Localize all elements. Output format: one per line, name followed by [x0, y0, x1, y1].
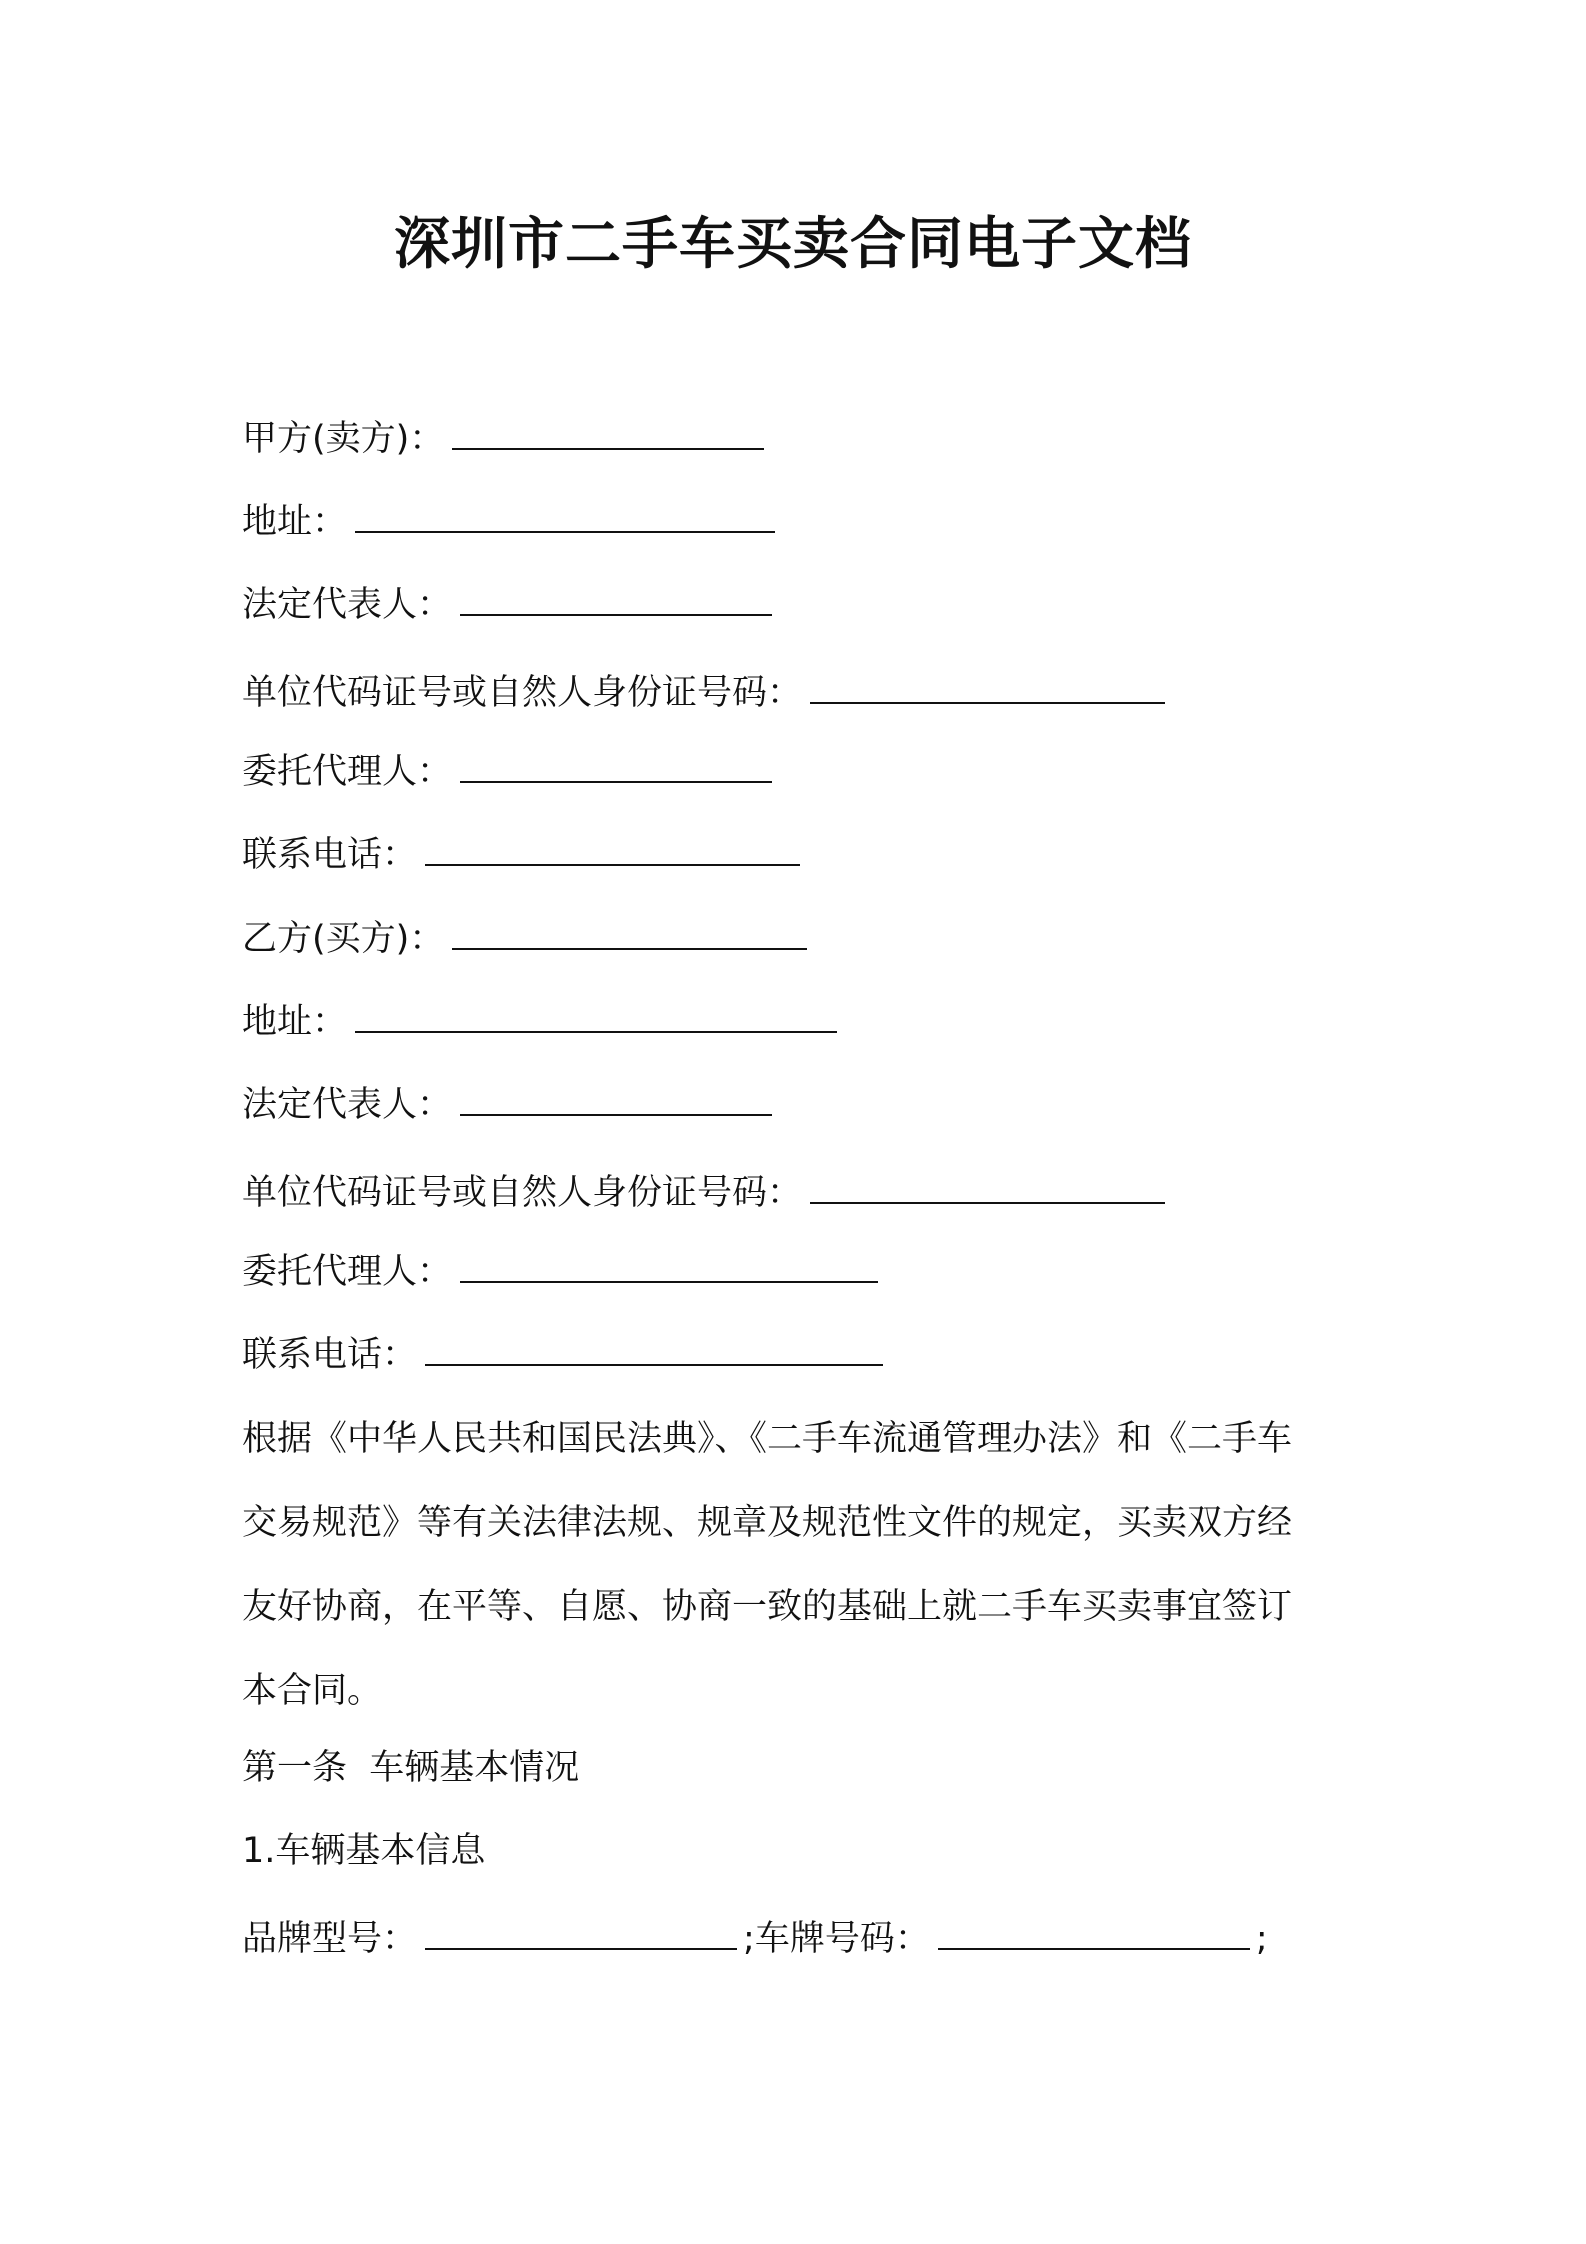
party-a-seller-label: 甲方(卖方)： — [242, 419, 445, 459]
party-b-legal-rep-blank[interactable] — [460, 1076, 772, 1116]
party-a-id-row — [242, 664, 1165, 718]
party-b-address-blank[interactable] — [355, 993, 837, 1033]
party-b-id-label: 单位代码证号或自然人身份证号码： — [242, 1173, 803, 1213]
preamble-line: 友好协商，在平等、自愿、协商一致的基础上就二手车买卖事宜签订 — [242, 1587, 1293, 1627]
preamble-line: 本合同。 — [242, 1671, 383, 1711]
party-a-address-blank[interactable] — [355, 493, 775, 533]
party-a-agent-blank[interactable] — [460, 743, 772, 783]
separator: ; — [743, 1919, 755, 1959]
party-b-legal-rep-row — [242, 1076, 772, 1130]
preamble-line: 交易规范》等有关法律法规、规章及规范性文件的规定，买卖双方经 — [242, 1503, 1293, 1543]
party-a-agent-row — [242, 743, 772, 797]
party-b-legal-rep-label: 法定代表人： — [242, 1085, 453, 1125]
party-b-phone-blank[interactable] — [425, 1326, 883, 1366]
party-b-buyer-blank[interactable] — [452, 910, 807, 950]
plate-number-blank[interactable] — [938, 1910, 1250, 1950]
party-a-phone-row — [242, 826, 800, 880]
party-a-id-blank[interactable] — [810, 664, 1165, 704]
party-b-address-label: 地址： — [242, 1002, 348, 1042]
party-b-phone-label: 联系电话： — [242, 1335, 418, 1375]
line-end: ; — [1255, 1919, 1268, 1959]
party-a-phone-label: 联系电话： — [242, 835, 418, 875]
party-a-address-label: 地址： — [242, 502, 348, 542]
vehicle-info-row — [242, 1910, 1268, 1964]
party-b-buyer-label: 乙方(买方)： — [242, 919, 445, 959]
party-a-seller-blank[interactable] — [452, 410, 764, 450]
party-a-legal-rep-label: 法定代表人： — [242, 585, 453, 625]
brand-model-label: 品牌型号： — [242, 1919, 418, 1959]
party-a-legal-rep-row — [242, 576, 772, 630]
party-a-legal-rep-blank[interactable] — [460, 576, 772, 616]
plate-number-label: 车牌号码： — [754, 1919, 930, 1959]
preamble-paragraph — [242, 1397, 1362, 1733]
article-1-heading: 第一条 车辆基本情况 — [242, 1748, 580, 1788]
party-a-id-label: 单位代码证号或自然人身份证号码： — [242, 673, 803, 713]
preamble-line: 根据《中华人民共和国民法典》、《二手车流通管理办法》和《二手车 — [242, 1419, 1293, 1459]
party-b-buyer-row — [242, 910, 807, 964]
party-a-agent-label: 委托代理人： — [242, 752, 453, 792]
document-title: 深圳市二手车买卖合同电子文档 — [394, 212, 1192, 277]
party-a-address-row — [242, 493, 775, 547]
party-b-agent-blank[interactable] — [460, 1243, 878, 1283]
party-b-id-row — [242, 1164, 1165, 1218]
article-1-sub-1: 1.车辆基本信息 — [242, 1831, 486, 1871]
party-a-phone-blank[interactable] — [425, 826, 800, 866]
brand-model-blank[interactable] — [425, 1910, 737, 1950]
party-b-agent-row — [242, 1243, 878, 1297]
party-b-id-blank[interactable] — [810, 1164, 1165, 1204]
party-a-seller-row — [242, 410, 764, 464]
party-b-phone-row — [242, 1326, 883, 1380]
party-b-agent-label: 委托代理人： — [242, 1252, 453, 1292]
party-b-address-row — [242, 993, 837, 1047]
